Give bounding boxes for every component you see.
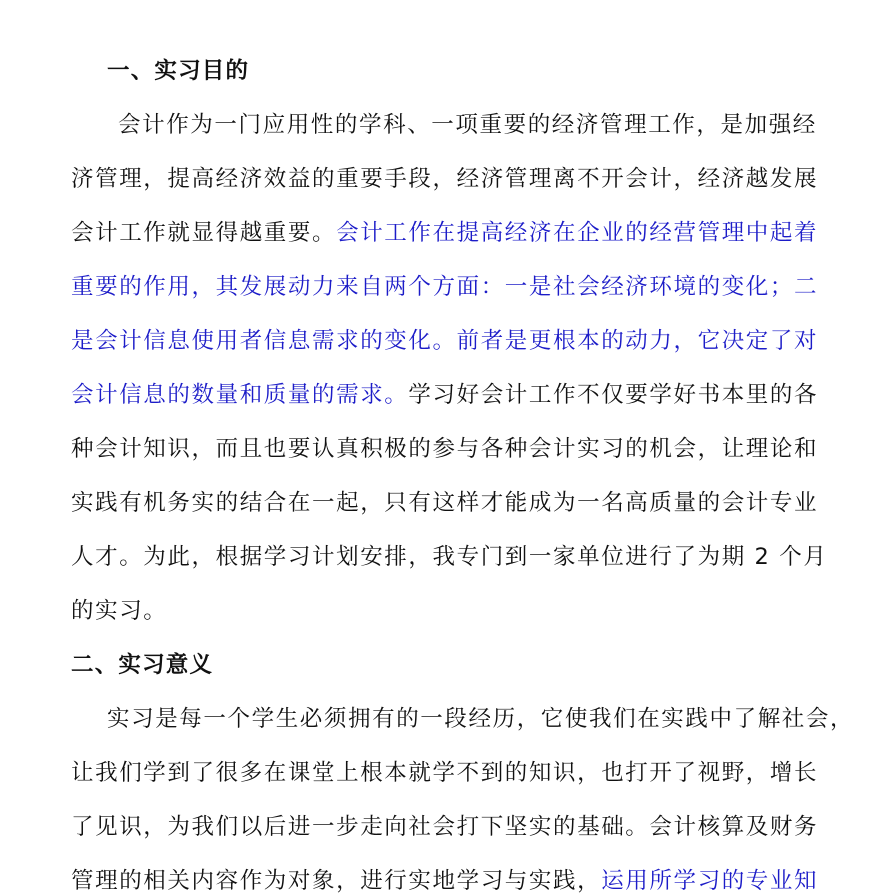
section-heading [71,650,213,680]
text-segment: 实习是每一个学生必须拥有的一段经历，它使我们在实践中了解社会， [107,706,855,732]
text-segment: 学习好会计工作不仅要学好书本里的各 [408,382,819,408]
paragraph-line [107,704,854,734]
highlighted-text: 会计信息的数量和质量的需求。 [71,382,409,408]
paragraph-line [71,380,818,410]
text-segment: 一、实习目的 [107,58,250,84]
text-segment: 人才。为此，根据学习计划安排，我专门到一家单位进行了为期 2 个月 [71,544,828,570]
paragraph-line [71,488,818,518]
paragraph-line [71,542,827,572]
highlighted-text: 运用所学习的专业知 [601,868,819,894]
paragraph-line [71,326,818,356]
text-segment: 的实习。 [71,598,168,624]
highlighted-text: 重要的作用，其发展动力来自两个方面：一是社会经济环境的变化；二 [71,274,819,300]
text-segment: 管理的相关内容作为对象，进行实地学习与实践， [71,868,602,894]
text-segment: 了见识，为我们以后进一步走向社会打下坚实的基础。会计核算及财务 [71,814,819,840]
highlighted-text: 是会计信息使用者信息需求的变化。前者是更根本的动力，它决定了对 [71,328,819,354]
text-segment: 实践有机务实的结合在一起，只有这样才能成为一名高质量的会计专业 [71,490,819,516]
paragraph-line [71,812,818,842]
paragraph-line [71,164,818,194]
paragraph-line [71,272,818,302]
section-heading [107,56,249,86]
text-segment: 让我们学到了很多在课堂上根本就学不到的知识，也打开了视野，增长 [71,760,819,786]
paragraph-line [71,434,818,464]
highlighted-text: 会计工作在提高经济在企业的经营管理中起着 [336,220,819,246]
text-segment: 济管理，提高经济效益的重要手段，经济管理离不开会计，经济越发展 [71,166,819,192]
paragraph-line [71,758,818,788]
text-segment: 二、实习意义 [71,652,214,678]
text-segment: 种会计知识，而且也要认真积极的参与各种会计实习的机会，让理论和 [71,436,819,462]
paragraph-line [71,866,818,896]
paragraph-line [71,218,818,248]
text-segment: 会计作为一门应用性的学科、一项重要的经济管理工作，是加强经 [118,112,817,138]
paragraph-line [118,110,817,140]
text-segment: 会计工作就显得越重要。 [71,220,337,246]
paragraph-line [71,596,167,626]
